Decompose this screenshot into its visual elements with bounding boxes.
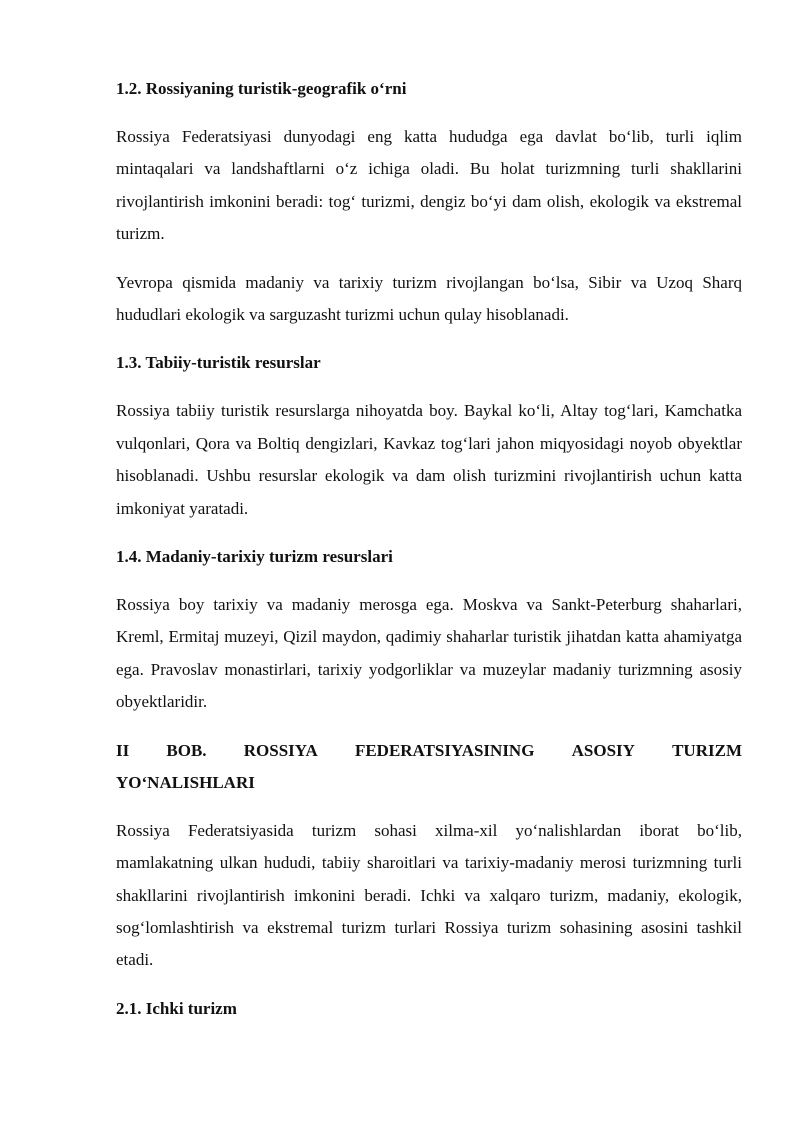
section-heading-2-1: 2.1. Ichki turizm bbox=[116, 998, 237, 1018]
section-1-4 bbox=[116, 541, 742, 719]
chapter-word: TURIZM bbox=[672, 740, 742, 760]
chapter-heading-line-2: YO‘NALISHLARI bbox=[116, 772, 255, 792]
chapter-word: II bbox=[116, 740, 130, 760]
chapter-word: FEDERATSIYASINING bbox=[354, 740, 535, 760]
chapter-heading bbox=[116, 735, 742, 799]
section-1-2 bbox=[116, 73, 742, 331]
chapter-heading-line-1 bbox=[116, 735, 742, 767]
paragraph: Rossiya Federatsiyasi dunyodagi eng katta hududga ega davlat bo‘lib, turli iqlim mintaqalari va landshaftlarni o‘z ichiga oladi. Bu holat turizmning turli shakllarini rivojlantirish imkonini beradi: tog‘ turizmi, dengiz bo‘yi dam olish, ekologik va ekstremal turizm. bbox=[116, 127, 742, 244]
paragraph: Rossiya boy tarixiy va madaniy merosga ega. Moskva va Sankt-Peterburg shaharlari, Kreml, Ermitaj muzeyi, Qizil maydon, qadimiy shaharlar turistik jihatdan katta ahamiyatga ega. Pravoslav monastirlari, tarixiy yodgorliklar va muzeylar madaniy turizmning asosiy obyektlaridir. bbox=[116, 595, 742, 712]
chapter-word: ROSSIYA bbox=[243, 740, 318, 760]
section-heading: 1.2. Rossiyaning turistik-geografik o‘rni bbox=[116, 79, 407, 98]
section-heading: 1.3. Tabiiy-turistik resurslar bbox=[116, 353, 321, 373]
chapter-word: ASOSIY bbox=[571, 740, 635, 760]
section-1-3 bbox=[116, 347, 742, 525]
chapter-intro-paragraph: Rossiya Federatsiyasida turizm sohasi xilma-xil yo‘nalishlardan iborat bo‘lib, mamlakatning ulkan hududi, tabiiy sharoitlari va tarixiy-madaniy merosi turizmning turli shakllarini rivojlantirish imkonini beradi. Ichki va xalqaro turizm, madaniy, ekologik, sog‘lomlashtirish va ekstremal turizm turlari Rossiya turizm sohasining asosini tashkil etadi. bbox=[116, 820, 742, 970]
chapter-word: BOB. bbox=[166, 740, 207, 760]
section-heading: 1.4. Madaniy-tarixiy turizm resurslari bbox=[116, 547, 393, 567]
paragraph: Rossiya tabiiy turistik resurslarga nihoyatda boy. Baykal ko‘li, Altay tog‘lari, Kamchatka vulqonlari, Qora va Boltiq dengizlari, Kavkaz tog‘lari jahon miqyosidagi noyob obyektlar hisoblanadi. Ushbu resurslar ekologik va dam olish turizmini rivojlantirish uchun katta imkoniyat yaratadi. bbox=[116, 401, 742, 518]
paragraph: Yevropa qismida madaniy va tarixiy turizm rivojlangan bo‘lsa, Sibir va Uzoq Sharq hududlari ekologik va sarguzasht turizmi uchun qulay hisoblanadi. bbox=[116, 272, 742, 325]
page-content bbox=[116, 73, 742, 1041]
